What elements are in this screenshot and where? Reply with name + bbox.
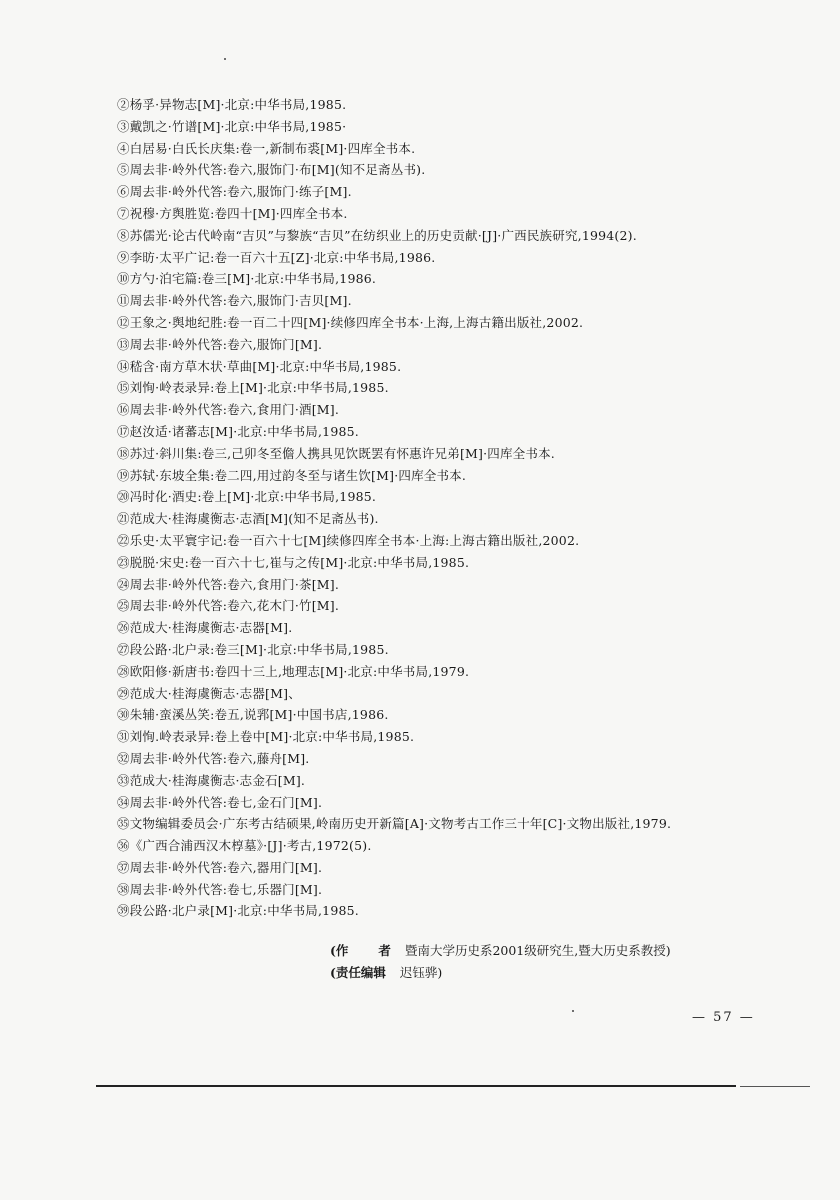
- author-line: [330, 940, 671, 962]
- reference-item: ㊳周去非·岭外代答:卷七,乐器门[M].: [117, 881, 323, 897]
- reference-list: [117, 94, 797, 922]
- reference-item: ④白居易·白氏长庆集:卷一,新制布裘[M]·四库全书本.: [117, 140, 416, 156]
- reference-item: ⑥周去非·岭外代答:卷六,服饰门·练子[M].: [117, 184, 352, 200]
- reference-item: ㉜周去非·岭外代答:卷六,藤舟[M].: [117, 750, 310, 766]
- reference-item: ㉞周去非·岭外代答:卷七,金石门[M].: [117, 794, 323, 810]
- editor-label: (责任编辑: [330, 965, 386, 980]
- reference-item: ⑧苏儒光·论古代岭南“吉贝”与黎族“吉贝”在纺织业上的历史贡献·[J]·广西民族研究,1994(2).: [117, 227, 637, 243]
- scan-speck: [224, 58, 226, 60]
- reference-item: ⑬周去非·岭外代答:卷六,服饰门[M].: [117, 336, 323, 352]
- reference-item: ㉒乐史·太平寰宇记:卷一百六十七[M]续修四库全书本·上海:上海古籍出版社,2002.: [117, 532, 580, 548]
- reference-item: ⑤周去非·岭外代答:卷六,服饰门·布[M](知不足斋丛书).: [117, 162, 426, 178]
- reference-item: ㊲周去非·岭外代答:卷六,器用门[M].: [117, 859, 323, 875]
- author-byline: [330, 940, 671, 984]
- reference-item: ⑭嵇含·南方草木状·草曲[M]·北京:中华书局,1985.: [117, 358, 402, 374]
- reference-item: ㉝范成大·桂海虞衡志·志金石[M].: [117, 772, 306, 788]
- reference-item: ㉟文物编辑委员会·广东考古结硕果,岭南历史开新篇[A]·文物考古工作三十年[C]·文物出版社,1979.: [117, 816, 672, 832]
- reference-item: ⑨李昉·太平广记:卷一百六十五[Z]·北京:中华书局,1986.: [117, 249, 436, 265]
- reference-item: ⑯周去非·岭外代答:卷六,食用门·酒[M].: [117, 402, 340, 418]
- reference-item: ⑫王象之·舆地纪胜:卷一百二十四[M]·续修四库全书本·上海,上海古籍出版社,2002.: [117, 314, 584, 330]
- footer-rule-tail: [740, 1086, 810, 1087]
- author-label: (作: [330, 943, 349, 958]
- footer-rule: [96, 1085, 736, 1087]
- reference-item: ⑳冯时化·酒史:卷上[M]·北京:中华书局,1985.: [117, 489, 377, 505]
- reference-item: ㉓脱脱·宋史:卷一百六十七,崔与之传[M]·北京:中华书局,1985.: [117, 554, 470, 570]
- reference-item: ㉕周去非·岭外代答:卷六,花木门·竹[M].: [117, 598, 340, 614]
- reference-item: ⑱苏过·斜川集:卷三,己卯冬至儋人携具见饮既罢有怀惠许兄弟[M]·四库全书本.: [117, 445, 555, 461]
- editor-line: [330, 962, 671, 984]
- reference-item: ⑩方勺·泊宅篇:卷三[M]·北京:中华书局,1986.: [117, 271, 377, 287]
- reference-item: ⑲苏轼·东坡全集:卷二四,用过韵冬至与诸生饮[M]·四库全书本.: [117, 467, 467, 483]
- reference-item: ②杨孚·异物志[M]·北京:中华书局,1985.: [117, 97, 347, 112]
- reference-item: ㊱《广西合浦西汉木椁墓》·[J]·考古,1972(5).: [117, 838, 372, 854]
- reference-item: ⑰赵汝适·诸蕃志[M]·北京:中华书局,1985.: [117, 423, 359, 439]
- author-value: 暨南大学历史系2001级研究生,暨大历史系教授): [404, 943, 671, 958]
- reference-item: ㉗段公路·北户录:卷三[M]·北京:中华书局,1985.: [117, 641, 389, 657]
- page-number: — 57 —: [692, 1010, 755, 1025]
- reference-item: ㉙范成大·桂海虞衡志·志器[M]、: [117, 685, 301, 701]
- reference-item: ㉑范成大·桂海虞衡志·志酒[M](知不足斋丛书).: [117, 511, 379, 527]
- reference-item: ㉖范成大·桂海虞衡志·志器[M].: [117, 620, 293, 636]
- editor-value: 迟钰骅): [399, 965, 443, 980]
- reference-item: ㉘欧阳修·新唐书:卷四十三上,地理志[M]·北京:中华书局,1979.: [117, 663, 470, 679]
- reference-item: ⑮刘恂·岭表录异:卷上[M]·北京:中华书局,1985.: [117, 380, 389, 396]
- reference-item: ⑪周去非·岭外代答:卷六,服饰门·吉贝[M].: [117, 293, 352, 309]
- reference-item: ㉔周去非·岭外代答:卷六,食用门·茶[M].: [117, 576, 340, 592]
- reference-item: ③戴凯之·竹谱[M]·北京:中华书局,1985·: [117, 118, 347, 134]
- scan-speck: [572, 1010, 574, 1012]
- author-label-suffix: 者: [378, 943, 391, 958]
- reference-item: ㉛刘恂.岭表录异:卷上卷中[M]·北京:中华书局,1985.: [117, 729, 415, 745]
- reference-item: ㊴段公路·北户录[M]·北京:中华书局,1985.: [117, 903, 359, 919]
- reference-item: ㉚朱辅·蛮溪丛笑:卷五,说郛[M]·中国书店,1986.: [117, 707, 389, 723]
- reference-item: ⑦祝穆·方舆胜览:卷四十[M]·四库全书本.: [117, 205, 348, 221]
